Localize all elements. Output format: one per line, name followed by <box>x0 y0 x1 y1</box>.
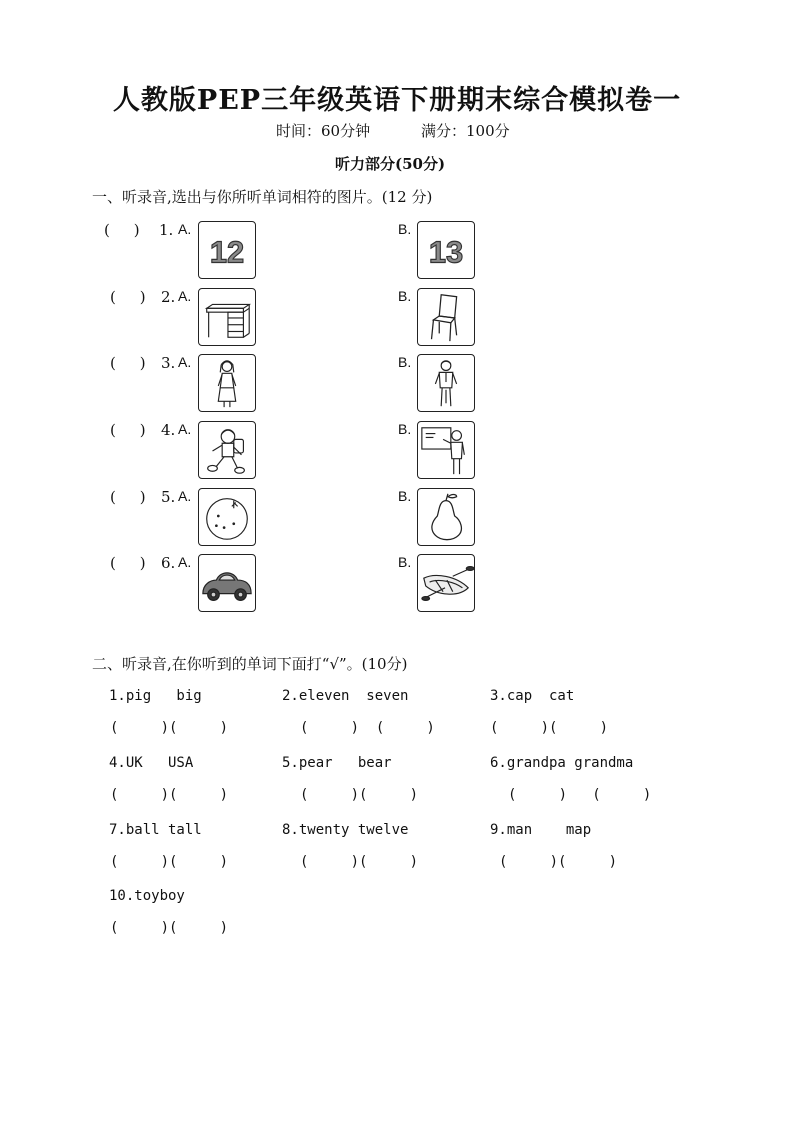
answer-paren-2[interactable]: ( ) <box>110 288 146 306</box>
item-number-5: 5. <box>161 488 176 506</box>
pear-icon[interactable] <box>417 488 475 546</box>
car-icon[interactable] <box>198 554 256 612</box>
word-pair-5: 5.pear bear <box>282 755 392 771</box>
item-number-4: 4. <box>161 421 176 439</box>
option-a-label-4: A. <box>178 421 192 437</box>
answer-parens-5[interactable]: ( )( ) <box>300 787 419 803</box>
answer-parens-1[interactable]: ( )( ) <box>110 720 229 736</box>
option-b-label-2: B. <box>398 288 412 304</box>
word-pair-9: 9.man map <box>490 822 592 838</box>
number-12-text: 12 <box>209 234 245 270</box>
listening-header: 听力部分(50分) <box>335 155 446 173</box>
answer-paren-6[interactable]: ( ) <box>110 554 146 572</box>
page-title: 人教版PEP三年级英语下册期末综合模拟卷一 <box>112 85 682 116</box>
boat-icon[interactable] <box>417 554 475 612</box>
answer-paren-4[interactable]: ( ) <box>110 421 146 439</box>
word-pair-1: 1.pig big <box>109 688 202 704</box>
man-icon[interactable] <box>417 354 475 412</box>
answer-parens-10[interactable]: ( )( ) <box>110 920 229 936</box>
answer-paren-5[interactable]: ( ) <box>110 488 146 506</box>
option-a-label-2: A. <box>178 288 192 304</box>
answer-parens-8[interactable]: ( )( ) <box>300 854 419 870</box>
answer-parens-7[interactable]: ( )( ) <box>110 854 229 870</box>
option-a-label-3: A. <box>178 354 192 370</box>
word-pair-4: 4.UK USA <box>109 755 194 771</box>
orange-icon[interactable] <box>198 488 256 546</box>
number-13-text: 13 <box>428 234 464 270</box>
word-pair-3: 3.cap cat <box>490 688 575 704</box>
woman-icon[interactable] <box>198 354 256 412</box>
option-b-label-4: B. <box>398 421 412 437</box>
chair-icon[interactable] <box>417 288 475 346</box>
option-b-label-5: B. <box>398 488 412 504</box>
answer-parens-4[interactable]: ( )( ) <box>110 787 229 803</box>
teacher-icon[interactable] <box>417 421 475 479</box>
word-pair-10: 10.toyboy <box>109 888 185 904</box>
option-a-label-1: A. <box>178 221 192 237</box>
word-pair-7: 7.ball tall <box>109 822 202 838</box>
option-a-label-5: A. <box>178 488 192 504</box>
time-limit: 时间：60分钟 <box>276 122 371 140</box>
answer-parens-2[interactable]: ( ) ( ) <box>300 720 435 736</box>
answer-parens-9[interactable]: ( )( ) <box>499 854 618 870</box>
desk-icon[interactable] <box>198 288 256 346</box>
full-score: 满分：100分 <box>421 122 510 140</box>
student-icon[interactable] <box>198 421 256 479</box>
section1-instruction: 一、听录音,选出与你所听单词相符的图片。(12 分) <box>92 188 433 206</box>
word-pair-8: 8.twenty twelve <box>282 822 409 838</box>
number-12-icon[interactable] <box>198 221 256 279</box>
word-pair-6: 6.grandpa grandma <box>490 755 634 771</box>
answer-paren-3[interactable]: ( ) <box>110 354 146 372</box>
answer-parens-3[interactable]: ( )( ) <box>490 720 609 736</box>
answer-paren-1[interactable]: ( ) <box>104 221 140 239</box>
option-a-label-6: A. <box>178 554 192 570</box>
answer-parens-6[interactable]: ( ) ( ) <box>508 787 652 803</box>
item-number-6: 6. <box>161 554 176 572</box>
item-number-2: 2. <box>161 288 176 306</box>
option-b-label-1: B. <box>398 221 412 237</box>
number-13-icon[interactable] <box>417 221 475 279</box>
option-b-label-3: B. <box>398 354 412 370</box>
item-number-3: 3. <box>161 354 176 372</box>
section2-instruction: 二、听录音,在你听到的单词下面打“√”。(10分) <box>92 655 408 673</box>
word-pair-2: 2.eleven seven <box>282 688 409 704</box>
option-b-label-6: B. <box>398 554 412 570</box>
item-number-1: 1. <box>159 221 174 239</box>
